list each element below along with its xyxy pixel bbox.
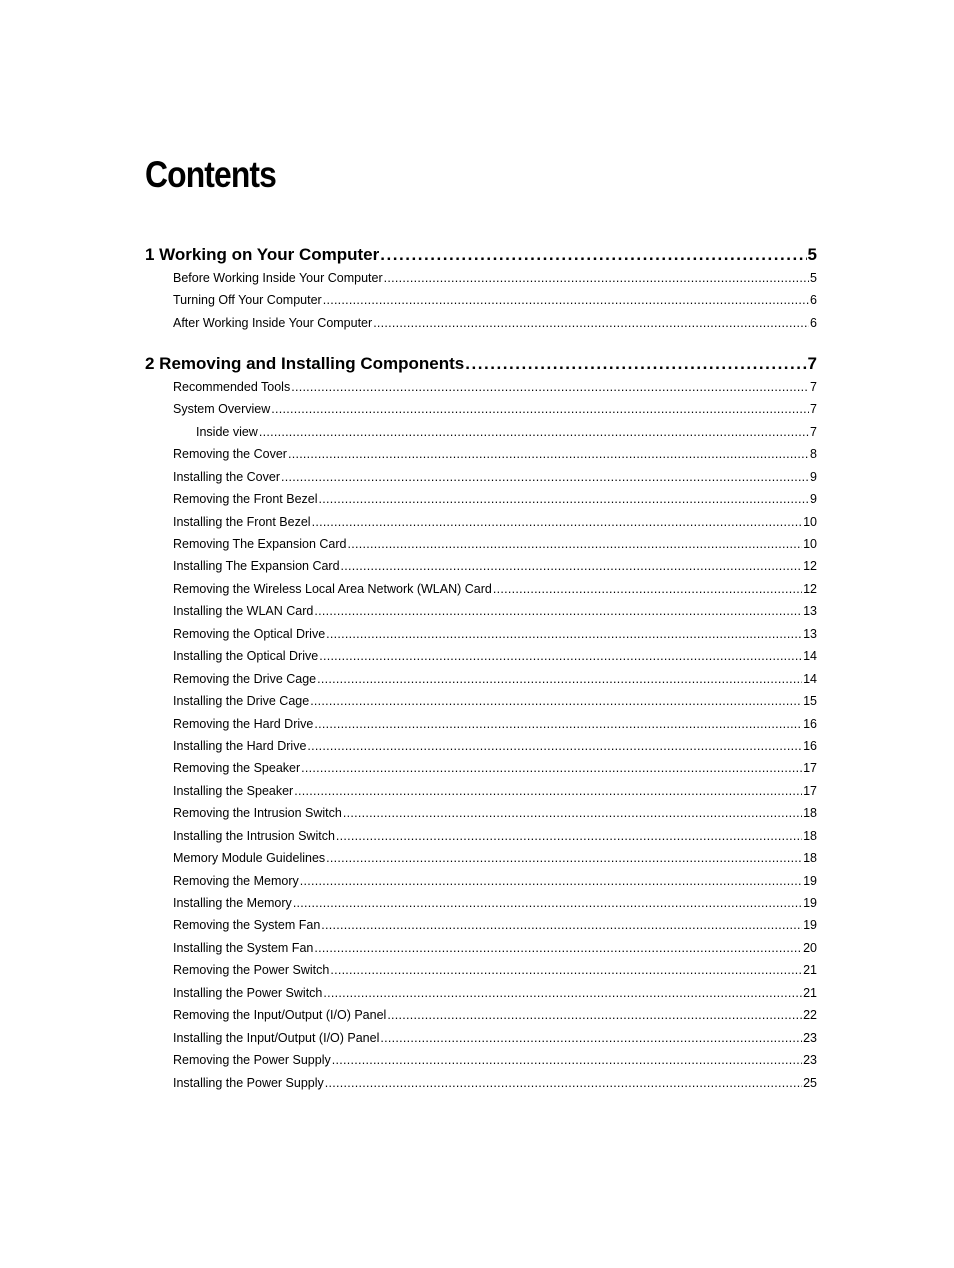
page-title: Contents — [145, 154, 277, 195]
dot-leader — [319, 647, 802, 665]
dot-leader — [325, 1074, 802, 1092]
toc-page-number: 6 — [810, 293, 817, 307]
toc-entry[interactable] — [173, 580, 817, 598]
dot-leader — [300, 872, 802, 890]
toc-entry-label: Removing the Hard Drive — [173, 717, 314, 731]
dot-leader — [373, 314, 809, 332]
toc-page-number: 16 — [803, 717, 817, 731]
dot-leader — [332, 1051, 802, 1069]
toc-entry[interactable] — [173, 916, 817, 934]
toc-entry[interactable] — [173, 872, 817, 890]
toc-page-number: 17 — [803, 784, 817, 798]
toc-entry-label: Removing the Power Supply — [173, 1053, 331, 1067]
toc-entry[interactable] — [173, 647, 817, 665]
dot-leader — [493, 580, 802, 598]
toc-page-number: 17 — [803, 761, 817, 775]
toc-chapter-entry[interactable] — [145, 244, 817, 266]
toc-entry-label: Removing the Power Switch — [173, 963, 330, 977]
toc-entry-label: Installing the Intrusion Switch — [173, 829, 335, 843]
toc-page-number: 14 — [803, 672, 817, 686]
dot-leader — [288, 445, 809, 463]
toc-entry-label: Recommended Tools — [173, 380, 291, 394]
dot-leader — [314, 602, 802, 620]
dot-leader — [330, 961, 802, 979]
toc-page-number: 9 — [810, 492, 817, 506]
toc-entry[interactable] — [173, 378, 817, 396]
toc-page-number: 19 — [803, 896, 817, 910]
toc-page-number: 23 — [803, 1031, 817, 1045]
toc-page-number: 13 — [803, 604, 817, 618]
toc-entry-label: Removing the System Fan — [173, 918, 321, 932]
toc-page-number: 10 — [803, 515, 817, 529]
toc-entry-label: 2 Removing and Installing Components — [145, 354, 465, 373]
toc-entry-label: Removing the Drive Cage — [173, 672, 317, 686]
toc-entry[interactable] — [173, 602, 817, 620]
dot-leader — [310, 692, 802, 710]
toc-entry[interactable] — [173, 314, 817, 332]
toc-entry[interactable] — [173, 961, 817, 979]
dot-leader — [384, 269, 809, 287]
toc-entry[interactable] — [173, 759, 817, 777]
dot-leader — [343, 804, 802, 822]
dot-leader — [465, 353, 806, 375]
toc-page-number: 23 — [803, 1053, 817, 1067]
dot-leader — [294, 782, 802, 800]
toc-page-number: 21 — [803, 963, 817, 977]
toc-page-number: 25 — [803, 1076, 817, 1090]
toc-page-number: 7 — [810, 402, 817, 416]
toc-page-number: 5 — [807, 245, 817, 264]
toc-entry[interactable] — [196, 423, 817, 441]
toc-page-number: 7 — [807, 354, 817, 373]
toc-page-number: 12 — [803, 559, 817, 573]
dot-leader — [307, 737, 802, 755]
toc-entry-label: Removing the Speaker — [173, 761, 301, 775]
dot-leader — [319, 490, 810, 508]
toc-entry-label: Installing the Hard Drive — [173, 739, 307, 753]
dot-leader — [259, 423, 809, 441]
dot-leader — [312, 513, 803, 531]
toc-entry[interactable] — [173, 670, 817, 688]
toc-entry[interactable] — [173, 715, 817, 733]
toc-page-number: 19 — [803, 918, 817, 932]
toc-entry-label: After Working Inside Your Computer — [173, 316, 373, 330]
toc-page-number: 10 — [803, 537, 817, 551]
toc-entry[interactable] — [173, 849, 817, 867]
toc-entry[interactable] — [173, 827, 817, 845]
toc-entry[interactable] — [173, 894, 817, 912]
toc-entry[interactable] — [173, 291, 817, 309]
toc-entry[interactable] — [173, 468, 817, 486]
toc-entry-label: Memory Module Guidelines — [173, 851, 326, 865]
dot-leader — [314, 715, 802, 733]
toc-entry-label: Removing the Input/Output (I/O) Panel — [173, 1008, 387, 1022]
toc-entry-label: Removing The Expansion Card — [173, 537, 347, 551]
toc-entry-label: Removing the Intrusion Switch — [173, 806, 342, 820]
toc-page-number: 18 — [803, 851, 817, 865]
toc-entry[interactable] — [173, 445, 817, 463]
toc-entry-label: Removing the Cover — [173, 447, 287, 461]
toc-entry-label: Installing the WLAN Card — [173, 604, 314, 618]
toc-entry[interactable] — [173, 269, 817, 287]
dot-leader — [326, 625, 802, 643]
toc-entry[interactable] — [173, 1074, 817, 1092]
toc-entry-label: Installing the Power Switch — [173, 986, 323, 1000]
toc-page-number: 6 — [810, 316, 817, 330]
toc-entry-label: System Overview — [173, 402, 271, 416]
toc-page-number: 18 — [803, 829, 817, 843]
toc-entry[interactable] — [173, 737, 817, 755]
toc-entry-label: Installing the Optical Drive — [173, 649, 319, 663]
dot-leader — [323, 291, 809, 309]
toc-entry-label: Inside view — [196, 425, 258, 439]
toc-entry-label: 1 Working on Your Computer — [145, 245, 380, 264]
toc-entry-label: Installing the System Fan — [173, 941, 314, 955]
toc-page-number: 15 — [803, 694, 817, 708]
dot-leader — [314, 939, 802, 957]
dot-leader — [321, 916, 802, 934]
toc-entry-label: Turning Off Your Computer — [173, 293, 322, 307]
toc-page-number: 18 — [803, 806, 817, 820]
toc-entry[interactable] — [173, 400, 817, 418]
toc-entry[interactable] — [173, 984, 817, 1002]
toc-entry-label: Installing the Drive Cage — [173, 694, 310, 708]
toc-page-number: 12 — [803, 582, 817, 596]
dot-leader — [347, 535, 802, 553]
toc-page-number: 7 — [810, 380, 817, 394]
toc-entry[interactable] — [173, 513, 817, 531]
dot-leader — [380, 1029, 802, 1047]
toc-entry-label: Installing The Expansion Card — [173, 559, 340, 573]
toc-entry[interactable] — [173, 1051, 817, 1069]
toc-page-number: 14 — [803, 649, 817, 663]
toc-entry[interactable] — [173, 557, 817, 575]
dot-leader — [336, 827, 802, 845]
toc-page-number: 16 — [803, 739, 817, 753]
toc-page-number: 13 — [803, 627, 817, 641]
toc-page-number: 21 — [803, 986, 817, 1000]
dot-leader — [281, 468, 809, 486]
toc-page-number: 19 — [803, 874, 817, 888]
toc-entry-label: Installing the Speaker — [173, 784, 294, 798]
toc-page-number: 5 — [810, 271, 817, 285]
dot-leader — [323, 984, 802, 1002]
toc-entry[interactable] — [173, 782, 817, 800]
toc-entry[interactable] — [173, 692, 817, 710]
dot-leader — [291, 378, 809, 396]
dot-leader — [301, 759, 802, 777]
toc-entry[interactable] — [173, 1006, 817, 1024]
toc-chapter-entry[interactable] — [145, 353, 817, 375]
toc-entry-label: Installing the Memory — [173, 896, 292, 910]
toc-page-number: 7 — [810, 425, 817, 439]
dot-leader — [326, 849, 802, 867]
toc-entry-label: Installing the Input/Output (I/O) Panel — [173, 1031, 380, 1045]
dot-leader — [271, 400, 809, 418]
toc-entry[interactable] — [173, 804, 817, 822]
toc-entry-label: Installing the Power Supply — [173, 1076, 324, 1090]
toc-page-number: 20 — [803, 941, 817, 955]
toc-entry[interactable] — [173, 939, 817, 957]
toc-page-number: 9 — [810, 470, 817, 484]
dot-leader — [341, 557, 803, 575]
toc-page-number: 22 — [803, 1008, 817, 1022]
toc-entry[interactable] — [173, 535, 817, 553]
toc-page-number: 8 — [810, 447, 817, 461]
dot-leader — [387, 1006, 802, 1024]
dot-leader — [317, 670, 802, 688]
toc-entry-label: Removing the Memory — [173, 874, 299, 888]
toc-entry-label: Installing the Cover — [173, 470, 281, 484]
toc-entry-label: Removing the Front Bezel — [173, 492, 318, 506]
toc-entry[interactable] — [173, 625, 817, 643]
toc-entry-label: Removing the Optical Drive — [173, 627, 326, 641]
dot-leader — [293, 894, 802, 912]
toc-entry-label: Removing the Wireless Local Area Network (WLAN) Card — [173, 582, 492, 596]
toc-entry[interactable] — [173, 490, 817, 508]
toc-entry-label: Before Working Inside Your Computer — [173, 271, 383, 285]
toc-entry[interactable] — [173, 1029, 817, 1047]
dot-leader — [380, 244, 806, 266]
toc-entry-label: Installing the Front Bezel — [173, 515, 311, 529]
